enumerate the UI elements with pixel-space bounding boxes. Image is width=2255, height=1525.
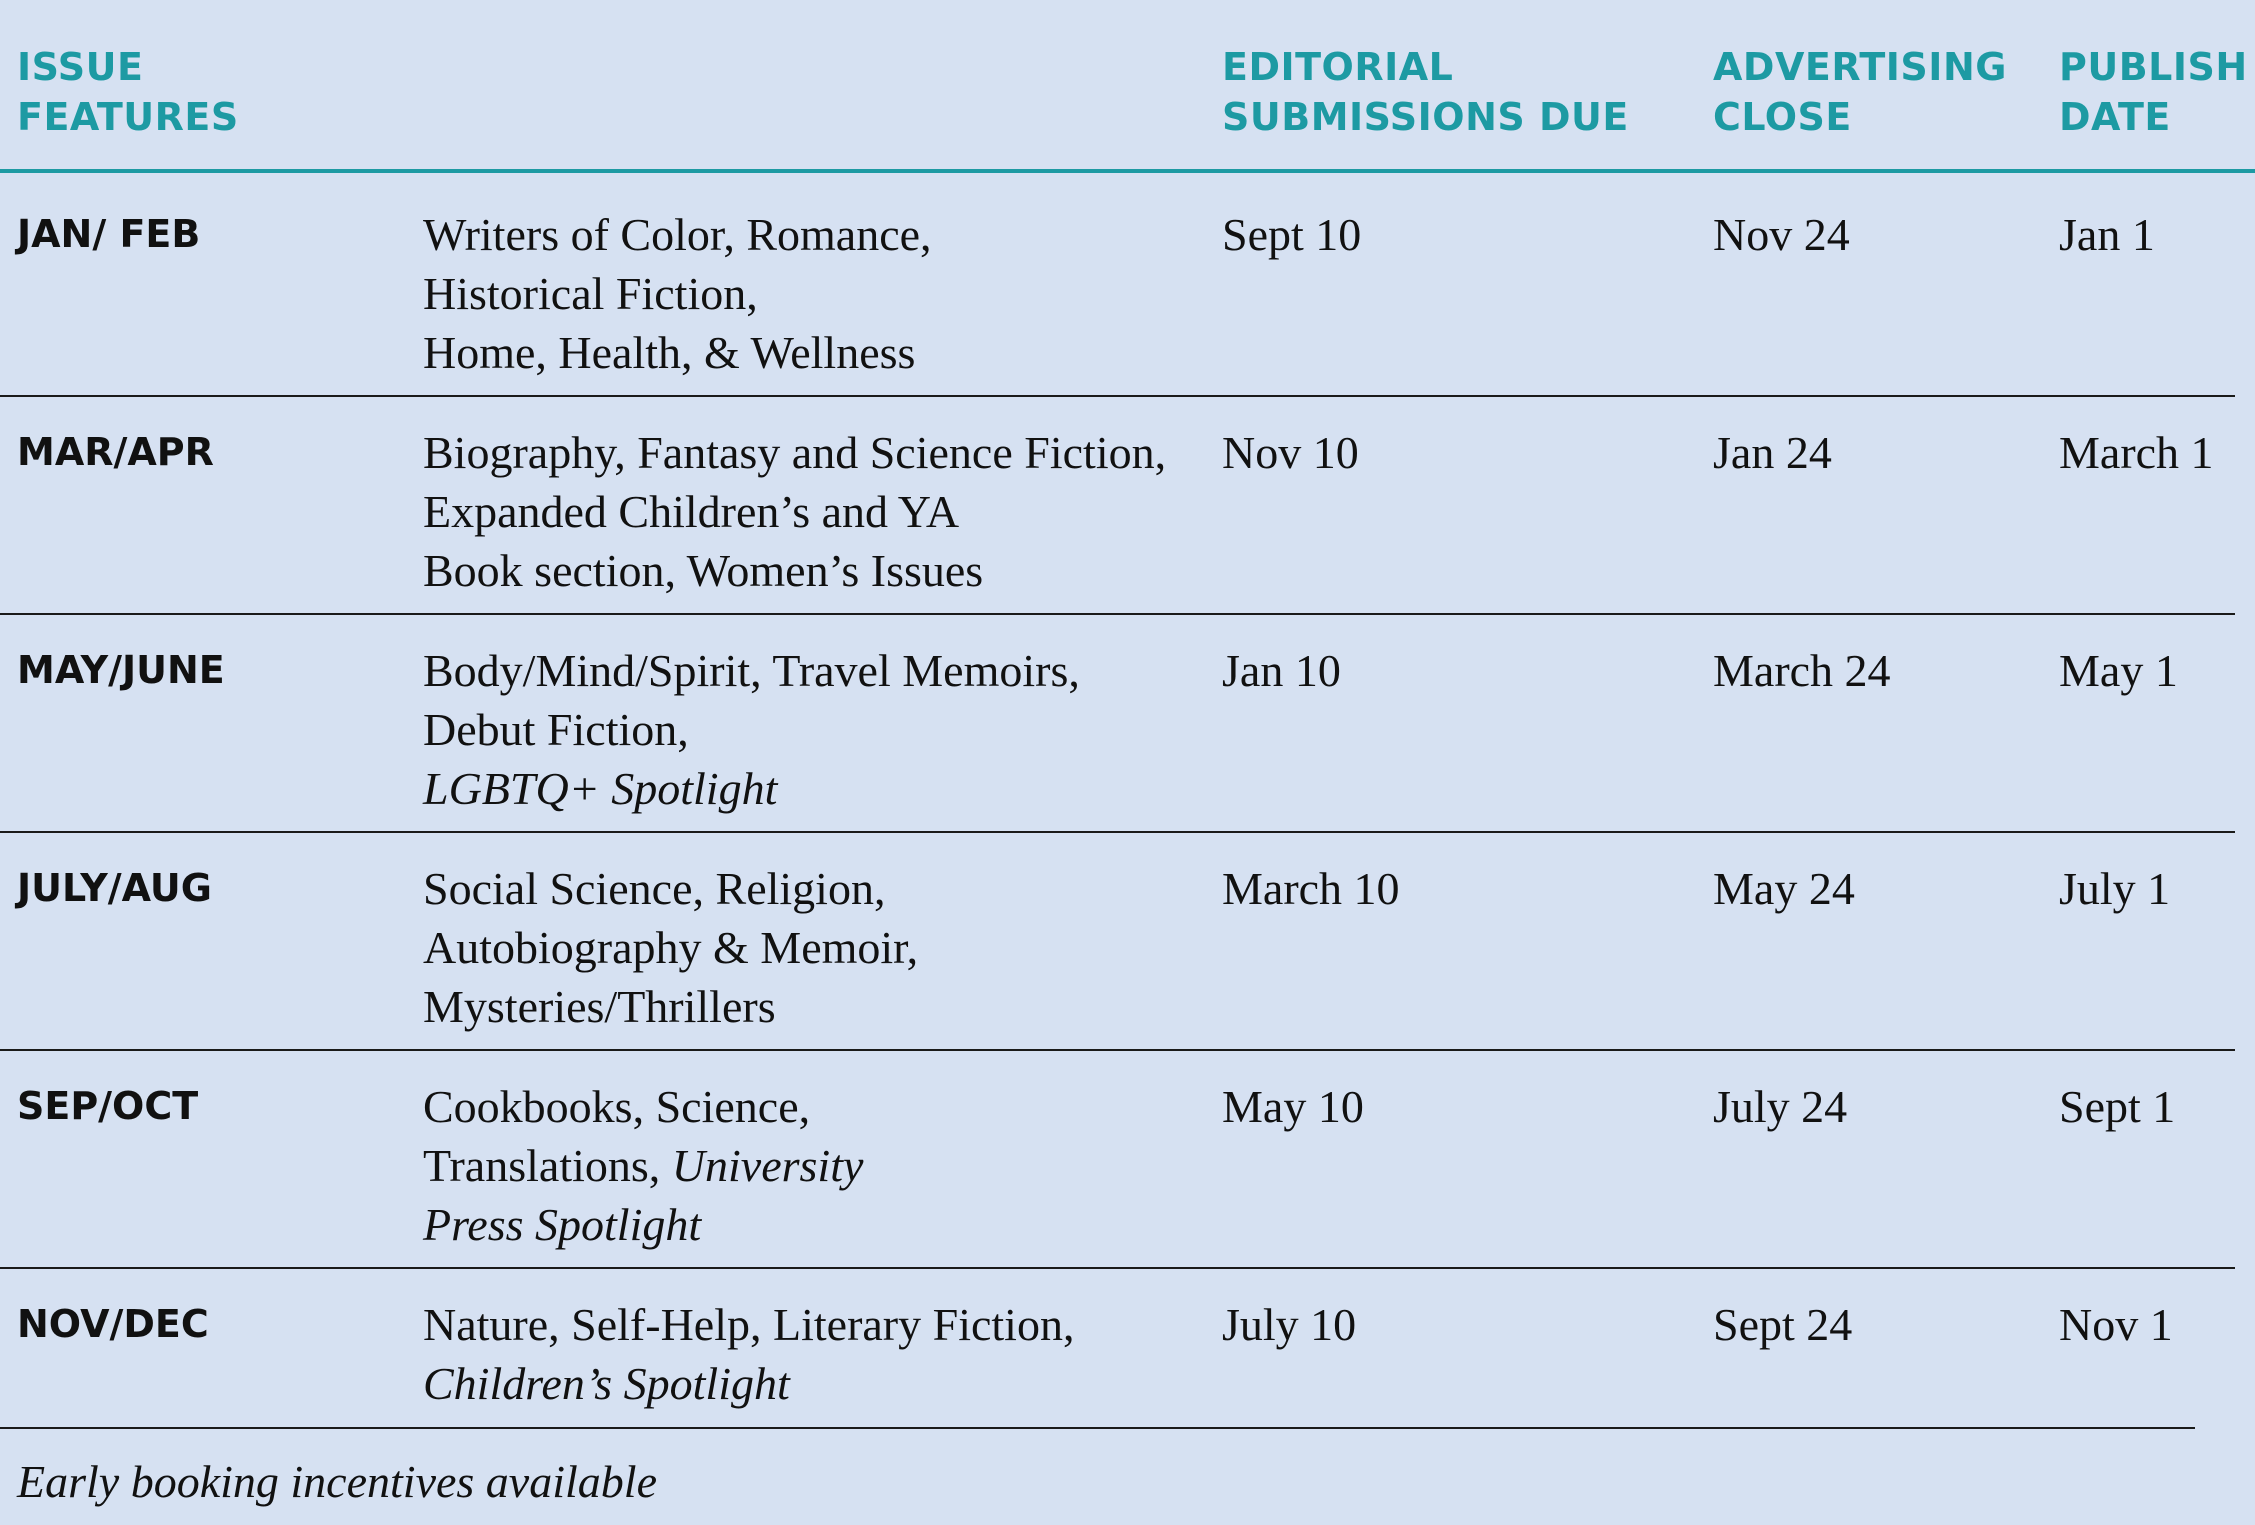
feature-text: Translations,	[423, 1140, 672, 1191]
row-divider	[0, 1267, 2235, 1269]
feature-line	[423, 1354, 1074, 1413]
feature-text: Body/Mind/Spirit, Travel Memoirs,	[423, 645, 1080, 696]
feature-text: Nature, Self-Help, Literary Fiction,	[423, 1299, 1075, 1350]
feature-text: Writers of Color, Romance,	[423, 209, 932, 260]
header-advertising-close	[1713, 42, 2007, 142]
editorial-due-date: March 10	[1222, 863, 1400, 914]
publish-date: May 1	[2059, 645, 2178, 696]
table-row	[0, 859, 2235, 1059]
editorial-due-date: Jan 10	[1222, 645, 1341, 696]
row-divider	[0, 1049, 2235, 1051]
header-editorial-submissions	[1222, 42, 1629, 142]
feature-line	[423, 859, 918, 918]
table-row	[0, 1077, 2235, 1277]
issue-name: NOV/DEC	[17, 1302, 209, 1346]
feature-text: Home, Health, & Wellness	[423, 327, 916, 378]
editorial-due-date: Sept 10	[1222, 209, 1362, 260]
feature-line	[423, 1136, 863, 1195]
table-row	[0, 205, 2235, 405]
header-advertising-line1: ADVERTISING	[1713, 45, 2007, 89]
row-divider	[0, 831, 2235, 833]
feature-line	[423, 541, 1166, 600]
feature-text: Debut Fiction,	[423, 704, 689, 755]
feature-text-italic: Press Spotlight	[423, 1199, 702, 1250]
feature-line	[423, 482, 1166, 541]
header-issue-features	[17, 42, 239, 142]
publish-date: Jan 1	[2059, 209, 2155, 260]
feature-text: Autobiography & Memoir,	[423, 922, 919, 973]
feature-text: Mysteries/Thrillers	[423, 981, 776, 1032]
row-divider	[0, 395, 2235, 397]
feature-text: Biography, Fantasy and Science Fiction,	[423, 427, 1167, 478]
feature-line	[423, 1295, 1074, 1354]
issue-features	[423, 1077, 863, 1254]
advertising-close-date: Jan 24	[1713, 427, 1832, 478]
header-editorial-line1: EDITORIAL	[1222, 45, 1454, 89]
advertising-close-date: July 24	[1713, 1081, 1848, 1132]
footnote: Early booking incentives available	[17, 1456, 657, 1507]
feature-line	[423, 918, 918, 977]
feature-line	[423, 1077, 863, 1136]
publish-date: July 1	[2059, 863, 2171, 914]
issue-features	[423, 859, 918, 1036]
table-row	[0, 641, 2235, 841]
feature-text: Social Science, Religion,	[423, 863, 886, 914]
feature-line	[423, 423, 1166, 482]
feature-text: Cookbooks, Science,	[423, 1081, 811, 1132]
editorial-due-date: Nov 10	[1222, 427, 1359, 478]
issue-name: MAY/JUNE	[17, 648, 225, 692]
feature-text-italic: University	[671, 1140, 864, 1191]
advertising-close-date: Nov 24	[1713, 209, 1850, 260]
header-issue-features-line2: FEATURES	[17, 95, 239, 139]
header-publish-date	[2059, 42, 2248, 142]
issue-name: SEP/OCT	[17, 1084, 199, 1128]
issue-features	[423, 423, 1166, 600]
feature-line	[423, 264, 932, 323]
feature-text: Expanded Children’s and YA	[423, 486, 960, 537]
feature-text: Book section, Women’s Issues	[423, 545, 984, 596]
issue-name: JULY/AUG	[17, 866, 212, 910]
feature-line	[423, 759, 1080, 818]
issue-name: MAR/APR	[17, 430, 214, 474]
header-divider	[0, 169, 2255, 173]
header-issue-features-line1: ISSUE	[17, 45, 144, 89]
advertising-close-date: March 24	[1713, 645, 1891, 696]
issue-features	[423, 205, 932, 382]
advertising-close-date: Sept 24	[1713, 1299, 1853, 1350]
table-row	[0, 423, 2235, 623]
feature-line	[423, 641, 1080, 700]
feature-line	[423, 205, 932, 264]
feature-text: Historical Fiction,	[423, 268, 758, 319]
publish-date: Nov 1	[2059, 1299, 2173, 1350]
issue-features	[423, 641, 1080, 818]
row-divider	[0, 1427, 2195, 1429]
publish-date: March 1	[2059, 427, 2214, 478]
row-divider	[0, 613, 2235, 615]
table-header	[0, 0, 2255, 172]
header-publish-line2: DATE	[2059, 95, 2171, 139]
feature-line	[423, 1195, 863, 1254]
feature-text-italic: LGBTQ+ Spotlight	[423, 763, 778, 814]
editorial-due-date: July 10	[1222, 1299, 1357, 1350]
header-publish-line1: PUBLISH	[2059, 45, 2248, 89]
advertising-close-date: May 24	[1713, 863, 1855, 914]
publish-date: Sept 1	[2059, 1081, 2176, 1132]
editorial-due-date: May 10	[1222, 1081, 1364, 1132]
feature-line	[423, 700, 1080, 759]
header-advertising-line2: CLOSE	[1713, 95, 1852, 139]
issue-name: JAN/ FEB	[17, 212, 201, 256]
issue-features	[423, 1295, 1074, 1413]
feature-text-italic: Children’s Spotlight	[423, 1358, 790, 1409]
feature-line	[423, 977, 918, 1036]
header-editorial-line2: SUBMISSIONS DUE	[1222, 95, 1629, 139]
feature-line	[423, 323, 932, 382]
